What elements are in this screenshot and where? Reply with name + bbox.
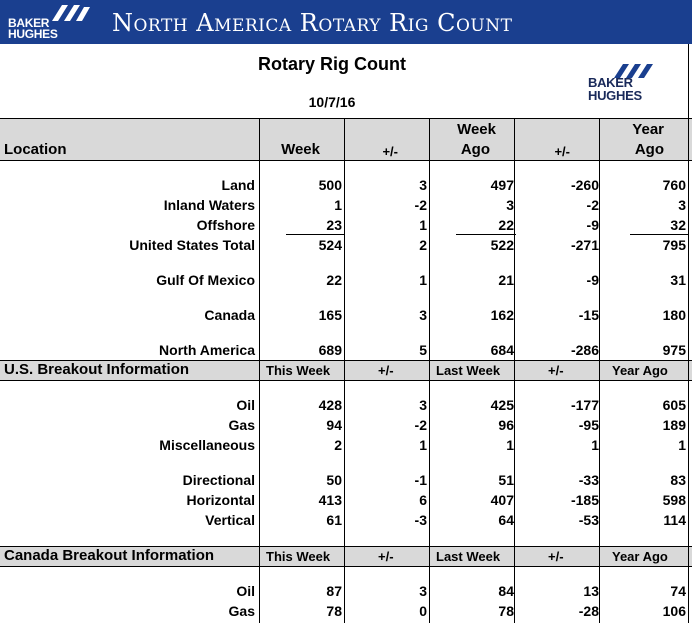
cell-year-ago: 795 [662,237,686,253]
column-divider [429,118,430,623]
cell-week-ago: 22 [498,217,514,233]
cell-change-1: 3 [419,177,427,193]
col-week: Week [281,141,320,158]
row-label: Oil [236,583,255,599]
cell-week: 2 [334,437,342,453]
cell-week: 50 [326,472,342,488]
us-h-change-2: +/- [548,363,564,378]
cell-change-2: -9 [586,217,599,233]
col-year-ago-line1: Year [632,121,664,138]
col-change-2: +/- [554,144,570,159]
us-h-year-ago: Year Ago [612,363,668,378]
cell-week-ago: 3 [506,197,514,213]
cell-change-1: 2 [419,237,427,253]
table-row [0,601,692,621]
cell-change-2: -15 [578,307,599,323]
cell-week: 165 [318,307,342,323]
row-label: Miscellaneous [159,437,255,453]
cell-week: 78 [326,603,342,619]
cell-year-ago: 74 [670,583,686,599]
logo-line-1: BAKER [588,75,633,90]
logo-line-2: HUGHES [588,88,642,103]
logo-line-2: HUGHES [8,27,58,41]
col-year-ago-line2: Ago [634,141,664,158]
column-divider [344,118,345,623]
cell-year-ago: 975 [662,342,686,358]
us-h-change-1: +/- [378,363,394,378]
table-row [0,175,692,195]
cell-change-1: 1 [419,217,427,233]
cell-change-2: -33 [578,472,599,488]
cell-change-2: 1 [591,437,599,453]
cell-change-2: -185 [570,492,599,508]
cell-change-1: -1 [414,472,427,488]
table-row [0,195,692,215]
cell-week-ago: 78 [498,603,514,619]
col-location: Location [4,141,67,158]
cell-year-ago: 605 [662,397,686,413]
column-divider [514,118,515,623]
cell-year-ago: 180 [662,307,686,323]
cell-week-ago: 407 [490,492,514,508]
table-row [0,470,692,490]
us-h-last-week: Last Week [436,363,501,378]
cell-week: 428 [318,397,342,413]
cell-change-2: -28 [578,603,599,619]
row-label: Canada [204,307,255,323]
cell-year-ago: 189 [662,417,686,433]
table-row [0,305,692,325]
cell-change-1: -3 [414,512,427,528]
cell-change-2: -53 [578,512,599,528]
ca-h-year-ago: Year Ago [612,549,668,564]
cell-change-1: 1 [419,272,427,288]
cell-week: 61 [326,512,342,528]
table-row [0,510,692,530]
cell-year-ago: 114 [663,512,686,528]
row-label: Gulf Of Mexico [156,272,255,288]
cell-year-ago: 760 [662,177,686,193]
cell-week-ago: 1 [506,437,514,453]
table-row [0,215,692,235]
cell-week: 23 [326,217,342,233]
column-divider [599,118,600,623]
ca-h-last-week: Last Week [436,549,501,564]
col-change-1: +/- [382,144,398,159]
cell-change-2: -9 [586,272,599,288]
cell-change-1: -2 [414,417,427,433]
cell-year-ago: 106 [662,603,686,619]
row-label: Gas [228,417,255,433]
ca-h-change-1: +/- [378,549,394,564]
row-label: Vertical [205,512,255,528]
row-label: Oil [236,397,255,413]
cell-week: 94 [326,417,342,433]
us-h-this-week: This Week [266,363,331,378]
banner-title: North America Rotary Rig Count [112,9,513,37]
table-row [0,581,692,601]
cell-change-1: 3 [419,583,427,599]
cell-change-2: -177 [570,397,599,413]
ca-h-this-week: This Week [266,549,331,564]
row-label: Horizontal [186,492,255,508]
cell-change-1: 0 [419,603,427,619]
cell-year-ago: 1 [678,437,686,453]
cell-week: 413 [318,492,342,508]
cell-year-ago: 598 [662,492,686,508]
cell-year-ago: 3 [678,197,686,213]
cell-week-ago: 425 [490,397,514,413]
row-label: Inland Waters [163,197,255,213]
right-border [688,44,689,623]
canada-breakout-title: Canada Breakout Information [4,547,215,564]
cell-week-ago: 497 [490,177,514,193]
table-row [0,340,692,360]
table-row-total [0,235,692,255]
logo-line-1: BAKER [8,16,50,30]
cell-week: 1 [334,197,342,213]
cell-change-1: -2 [414,197,427,213]
cell-year-ago: 83 [670,472,686,488]
cell-year-ago: 31 [670,272,686,288]
row-label: Offshore [196,217,255,233]
row-label: Directional [182,472,255,488]
cell-week-ago: 21 [498,272,514,288]
row-label: North America [159,342,255,358]
row-label: Land [221,177,255,193]
cell-week-ago: 96 [498,417,514,433]
table-row [0,395,692,415]
table-row [0,270,692,290]
table-row [0,435,692,455]
column-divider [259,118,260,623]
cell-change-2: -260 [570,177,599,193]
cell-change-2: -2 [586,197,599,213]
cell-week-ago: 64 [498,512,514,528]
cell-change-1: 6 [419,492,427,508]
cell-change-2: -95 [578,417,599,433]
table-row [0,490,692,510]
cell-change-2: 13 [583,583,599,599]
us-breakout-title: U.S. Breakout Information [4,361,190,378]
cell-week: 524 [318,237,342,253]
cell-week: 500 [318,177,342,193]
cell-week: 689 [318,342,342,358]
cell-change-1: 1 [419,437,427,453]
table-row [0,415,692,435]
row-label: Gas [228,603,255,619]
cell-week-ago: 684 [490,342,514,358]
cell-year-ago: 32 [670,217,686,233]
col-week-ago-line2: Ago [460,141,490,158]
cell-week-ago: 51 [498,472,514,488]
cell-change-1: 3 [419,307,427,323]
ca-h-change-2: +/- [548,549,564,564]
cell-change-2: -286 [570,342,599,358]
row-label: United States Total [129,237,255,253]
col-week-ago-line1: Week [457,121,496,138]
cell-week-ago: 162 [490,307,514,323]
column-header-band [0,118,692,160]
cell-week: 22 [326,272,342,288]
report-date: 10/7/16 [308,94,356,110]
cell-week-ago: 84 [498,583,514,599]
cell-change-1: 5 [419,342,427,358]
report-title: Rotary Rig Count [258,54,406,74]
cell-week-ago: 522 [490,237,514,253]
cell-week: 87 [326,583,342,599]
cell-change-2: -271 [570,237,599,253]
cell-change-1: 3 [419,397,427,413]
